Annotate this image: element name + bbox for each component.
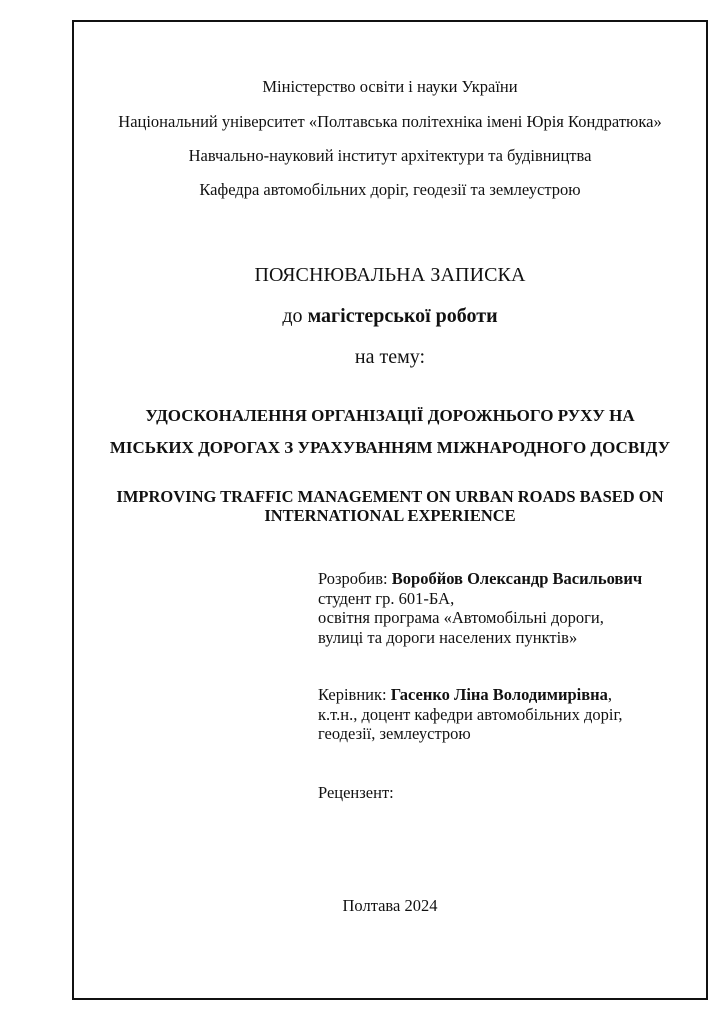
supervisor-title: к.т.н., доцент кафедри автомобільних доріг, xyxy=(318,704,623,724)
author-line-1 xyxy=(318,569,642,589)
author-program-2: вулиці та дороги населених пунктів» xyxy=(318,627,578,647)
subtitle-prefix: до xyxy=(282,305,308,327)
topic-en-line-2: INTERNATIONAL EXPERIENCE xyxy=(264,506,516,525)
author-name: Воробйов Олександр Васильович xyxy=(391,569,643,588)
author-group: студент гр. 601-БА, xyxy=(318,588,455,608)
reviewer-block xyxy=(318,783,394,803)
ministry-name: Міністерство освіти і науки України xyxy=(262,77,518,96)
supervisor-label: Керівник: xyxy=(318,685,391,704)
author-label: Розробив: xyxy=(318,569,392,588)
supervisor-line-1 xyxy=(318,685,623,705)
topic-ua-line-1: УДОСКОНАЛЕННЯ ОРГАНІЗАЦІЇ ДОРОЖНЬОГО РУХУ НА xyxy=(145,406,635,425)
document-title: ПОЯСНЮВАЛЬНА ЗАПИСКА xyxy=(254,264,526,286)
supervisor-department: геодезії, землеустрою xyxy=(318,724,471,743)
author-program-1: освітня програма «Автомобільні дороги, xyxy=(318,608,604,627)
department-name: Кафедра автомобільних доріг, геодезії та землеустрою xyxy=(199,180,581,199)
supervisor-block xyxy=(318,685,623,744)
subtitle-bold: магістерської роботи xyxy=(307,305,498,327)
theme-label: на тему: xyxy=(354,346,426,368)
reviewer-label: Рецензент: xyxy=(318,783,394,802)
topic-en-line-1: IMPROVING TRAFFIC MANAGEMENT ON URBAN ROADS BASED ON xyxy=(116,487,664,506)
supervisor-name: Гасенко Ліна Володимирівна xyxy=(390,685,608,704)
topic-ua-line-2: МІСЬКИХ ДОРОГАХ З УРАХУВАННЯМ МІЖНАРОДНОГО ДОСВІДУ xyxy=(109,438,671,457)
university-name: Національний університет «Полтавська політехніка імені Юрія Кондратюка» xyxy=(118,112,662,131)
institute-name: Навчально-науковий інститут архітектури та будівництва xyxy=(188,146,592,165)
author-block xyxy=(318,569,642,647)
supervisor-name-suffix: , xyxy=(607,685,613,704)
city-year: Полтава 2024 xyxy=(342,896,438,915)
document-subtitle xyxy=(74,306,706,326)
